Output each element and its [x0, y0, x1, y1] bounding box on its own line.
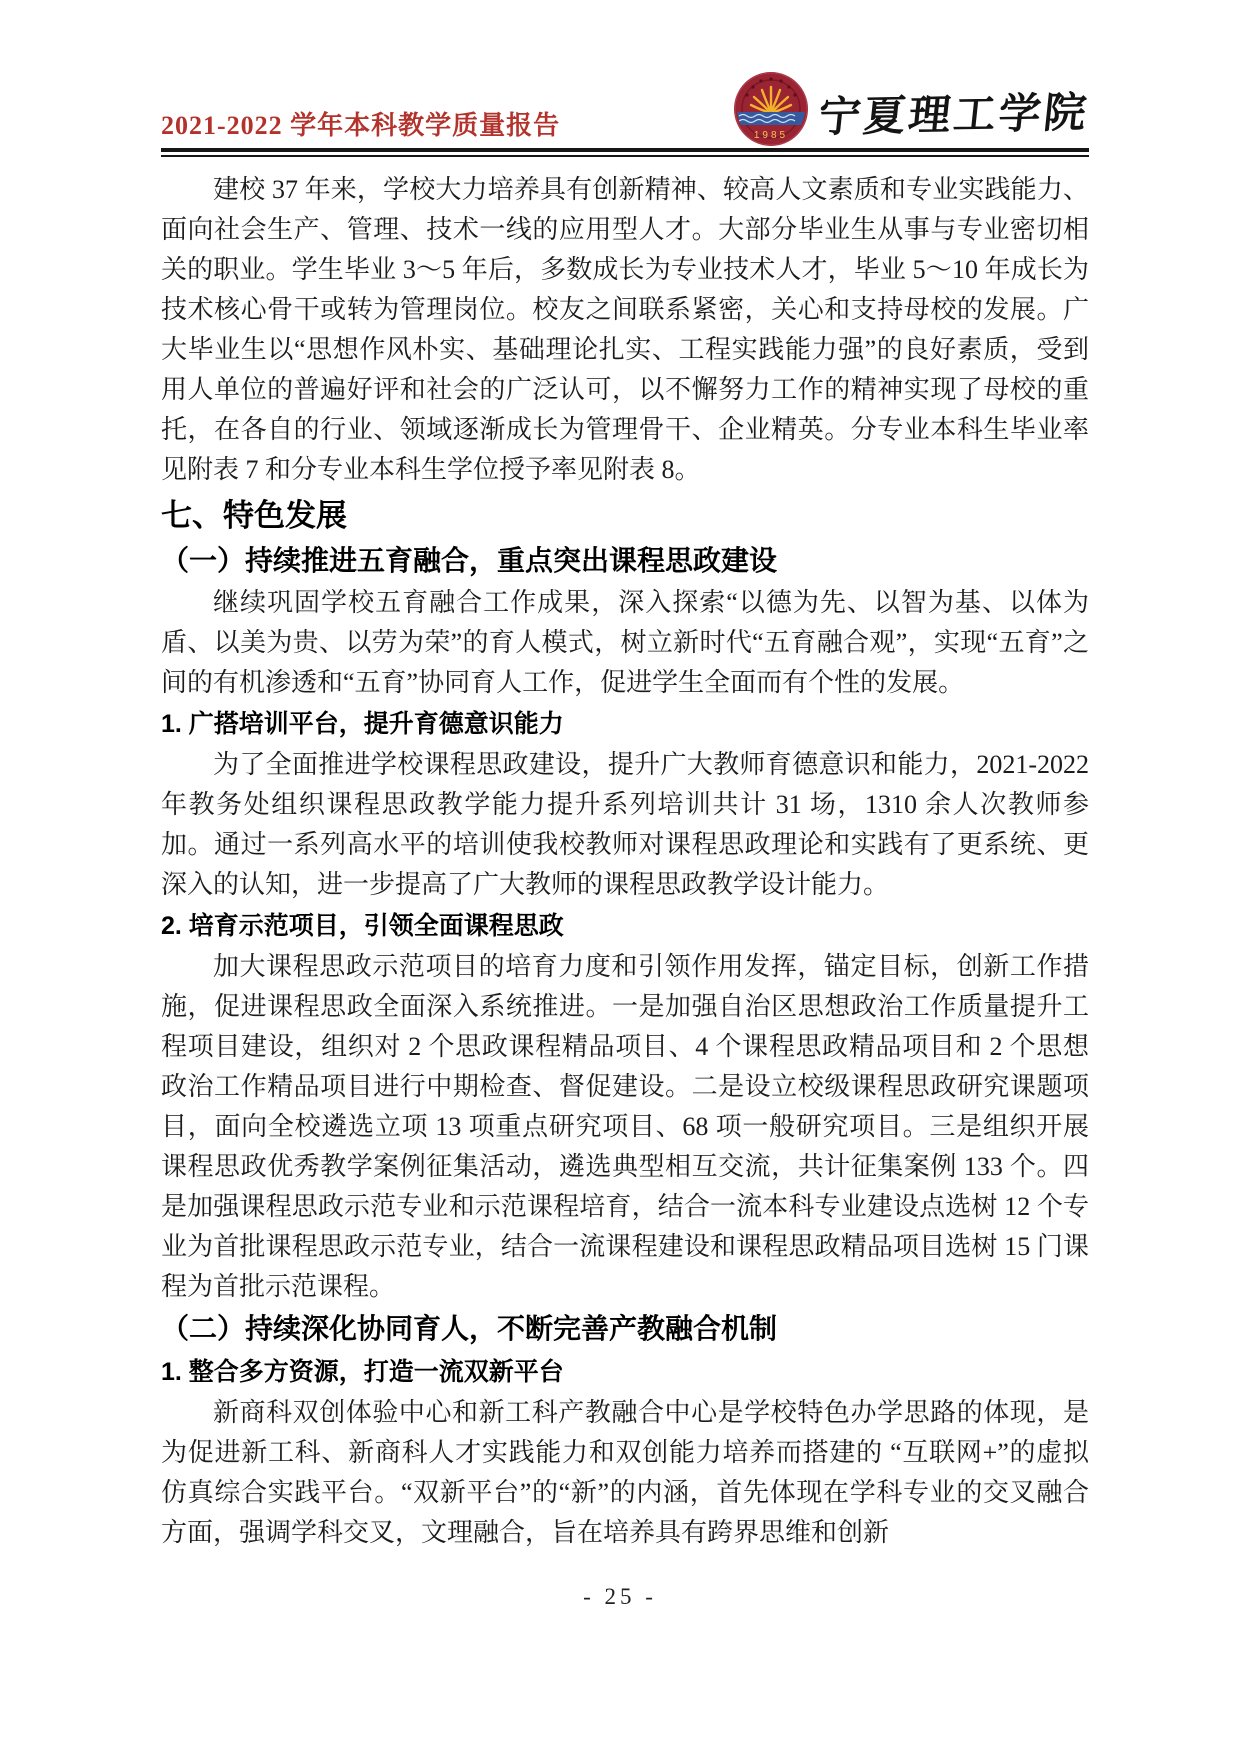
document-body [161, 170, 1089, 1553]
seal-year-text: 1985 [753, 130, 789, 141]
school-name-calligraphy: 宁夏理工学院 [815, 90, 1092, 141]
section-heading-7: 七、特色发展 [161, 498, 347, 533]
header-report-title: 2021-2022 学年本科教学质量报告 [161, 111, 561, 140]
subsection-heading-7-1: （一）持续推进五育融合，重点突出课程思政建设 [161, 545, 778, 576]
numbered-heading-demo-projects: 2. 培育示范项目，引领全面课程思政 [161, 912, 564, 940]
school-seal-icon [733, 71, 809, 152]
paragraph-intro: 建校 37 年来，学校大力培养具有创新精神、较高人文素质和专业实践能力、面向社会生产、管理、技术一线的应用型人才。大部分毕业生从事与专业密切相关的职业。学生毕业 3～5 年后，多数成长为专业技术人才，毕业 5～10 年成长为技术核心骨干或转为管理岗位。校友之间联系紧密，关心和支持母校的发展。广大毕业生以“思想作风朴实、基础理论扎实、工程实践能力强”的良好素质，受到用人单位的普遍好评和社会的广泛认可，以不懈努力工作的精神实现了母校的重托，在各自的行业、领域逐渐成长为管理骨干、企业精英。分专业本科生毕业率见附表 7 和分专业本科生学位授予率见附表 8。 [161, 175, 1089, 484]
paragraph-demo-projects: 加大课程思政示范项目的培育力度和引领作用发挥，锚定目标，创新工作措施，促进课程思政全面深入系统推进。一是加强自治区思想政治工作质量提升工程项目建设，组织对 2 个思政课程精品项目、4 个课程思政精品项目和 2 个思想政治工作精品项目进行中期检查、督促建设。二是设立校级课程思政研究课题项目，面向全校遴选立项 13 项重点研究项目、68 项一般研究项目。三是组织开展课程思政优秀教学案例征集活动，遴选典型相互交流，共计征集案例 133 个。四是加强课程思政示范专业和示范课程培育，结合一流本科专业建设点选树 12 个专业为首批课程思政示范专业，结合一流课程建设和课程思政精品项目选树 15 门课程为首批示范课程。 [161, 952, 1089, 1301]
header-rule-thin [161, 155, 1089, 157]
school-brand [733, 71, 1092, 152]
numbered-heading-training-platform: 1. 广搭培训平台，提升育德意识能力 [161, 710, 564, 738]
page-content [161, 0, 1092, 1553]
page-number: - 25 - [583, 1584, 657, 1609]
paragraph-wuyu-fusion: 继续巩固学校五育融合工作成果，深入探索“以德为先、以智为基、以体为盾、以美为贵、以劳为荣”的育人模式，树立新时代“五育融合观”，实现“五育”之间的有机渗透和“五育”协同育人工作，促进学生全面而有个性的发展。 [161, 588, 1089, 697]
numbered-heading-dual-new-platform: 1. 整合多方资源，打造一流双新平台 [161, 1358, 564, 1386]
paragraph-dual-new-platform: 新商科双创体验中心和新工科产教融合中心是学校特色办学思路的体现，是为促进新工科、新商科人才实践能力和双创能力培养而搭建的 “互联网+”的虚拟仿真综合实践平台。“双新平台”的“新”的内涵，首先体现在学科专业的交叉融合方面，强调学科交叉，文理融合，旨在培养具有跨界思维和创新 [161, 1398, 1089, 1547]
page-header [161, 0, 1092, 148]
subsection-heading-7-2: （二）持续深化协同育人，不断完善产教融合机制 [161, 1313, 778, 1344]
paragraph-training: 为了全面推进学校课程思政建设，提升广大教师育德意识和能力，2021-2022 年教务处组织课程思政教学能力提升系列培训共计 31 场，1310 余人次教师参加。通过一系列高水平的培训使我校教师对课程思政理论和实践有了更系统、更深入的认知，进一步提高了广大教师的课程思政教学设计能力。 [161, 750, 1089, 899]
